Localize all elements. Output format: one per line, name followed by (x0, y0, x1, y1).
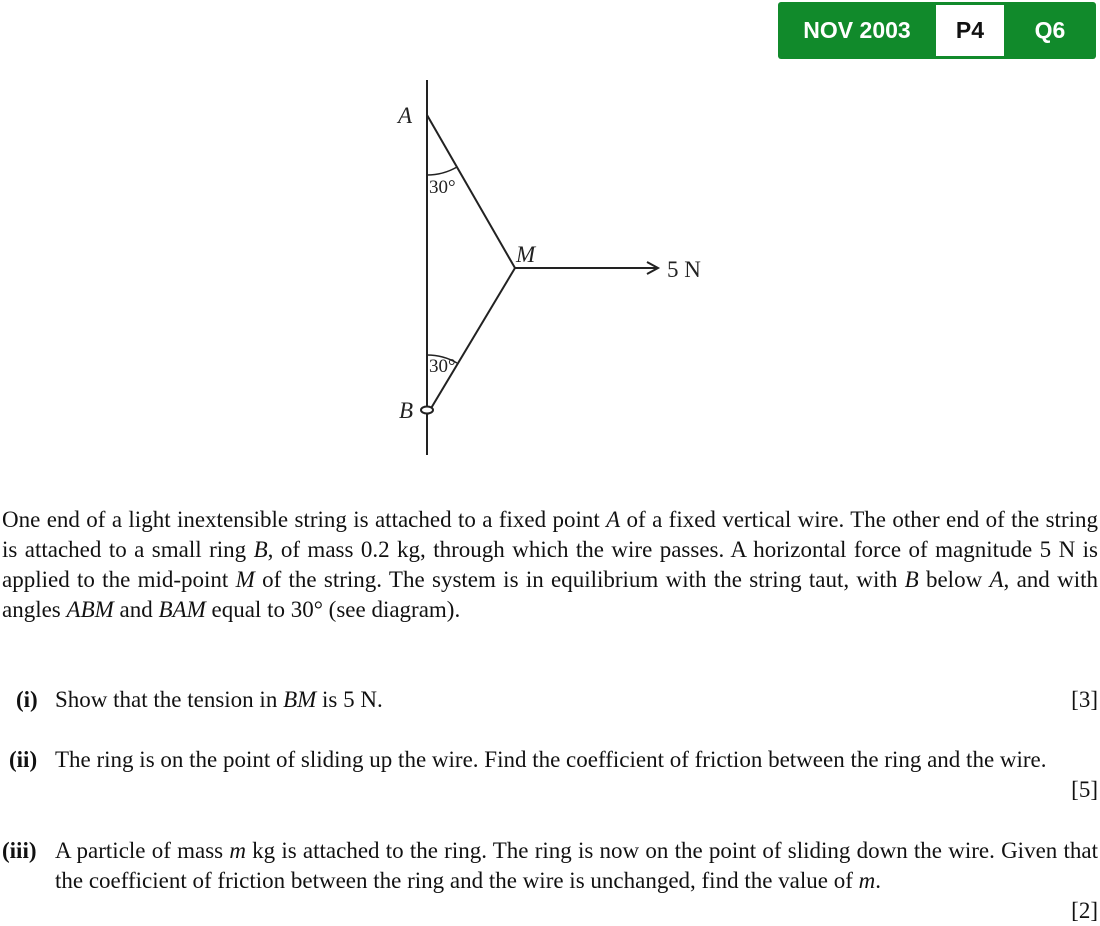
label-b: B (399, 398, 414, 423)
label-m: M (516, 242, 536, 267)
angle-label-top: 30° (429, 177, 456, 198)
intro-text: and (113, 597, 159, 622)
intro-text: One end of a light inextensible string is attached to a fixed point (2, 507, 607, 532)
part-text (55, 685, 1098, 715)
intro-text: , of mass 0.2 kg, through which the wire passes. A horizontal force of magnitude 5 N is applied to the mid-point (2, 537, 1099, 592)
question-intro-paragraph (2, 505, 1098, 625)
question-part-iii (0, 836, 1100, 926)
intro-var: M (235, 567, 255, 592)
intro-var: ABM (66, 597, 114, 622)
force-diagram (380, 70, 740, 470)
force-label: 5 N (667, 257, 701, 282)
part-var: BM (283, 687, 317, 712)
intro-var: B (904, 567, 919, 592)
angle-arc-top (427, 167, 457, 175)
part-number: (ii) (9, 747, 38, 772)
ring-b (421, 407, 433, 414)
intro-var: B (253, 537, 268, 562)
marks-label: [2] (1071, 898, 1098, 923)
string-mb (427, 268, 515, 415)
part-text-segment: Show that the tension in (55, 687, 284, 712)
intro-text: below (918, 567, 990, 592)
part-var: m (858, 868, 876, 893)
part-text-segment: A particle of mass (55, 838, 230, 863)
intro-text: of a fixed vertical wire. The other end of the string is attached to a small ring (2, 507, 1098, 562)
question-reference-badge (778, 2, 1096, 59)
intro-var: BAM (158, 597, 206, 622)
exam-session-label: NOV 2003 (803, 17, 911, 43)
part-number: (i) (16, 687, 38, 712)
marks-label: [5] (1071, 777, 1098, 802)
part-text (55, 836, 1098, 896)
part-text-segment: is 5 N. (316, 687, 383, 712)
paper-label: P4 (936, 5, 1004, 56)
part-text: The ring is on the point of sliding up the wire. Find the coefficient of friction between the ring and the wire. (55, 747, 1047, 772)
question-part-ii (0, 745, 1100, 805)
intro-text: of the string. The system is in equilibrium with the string taut, with (254, 567, 905, 592)
part-text-segment: . (875, 868, 882, 893)
intro-text: equal to 30° (see diagram). (205, 597, 461, 622)
label-a: A (398, 103, 413, 128)
intro-var: A (606, 507, 621, 532)
force-diagram-svg (380, 70, 740, 470)
part-number: (iii) (2, 838, 37, 863)
part-var: m (229, 838, 246, 863)
question-number-label: Q6 (1034, 17, 1066, 43)
angle-label-bottom: 30° (429, 356, 456, 377)
marks-label: [3] (1071, 687, 1098, 712)
intro-text: , and with angles (2, 567, 1098, 622)
intro-var: A (989, 567, 1004, 592)
question-part-i (0, 685, 1100, 715)
part-text-segment: kg is attached to the ring. The ring is now on the point of sliding down the wire. Given that the coefficient of friction between the ring and the wire is unchanged, find the value of (55, 838, 1098, 893)
